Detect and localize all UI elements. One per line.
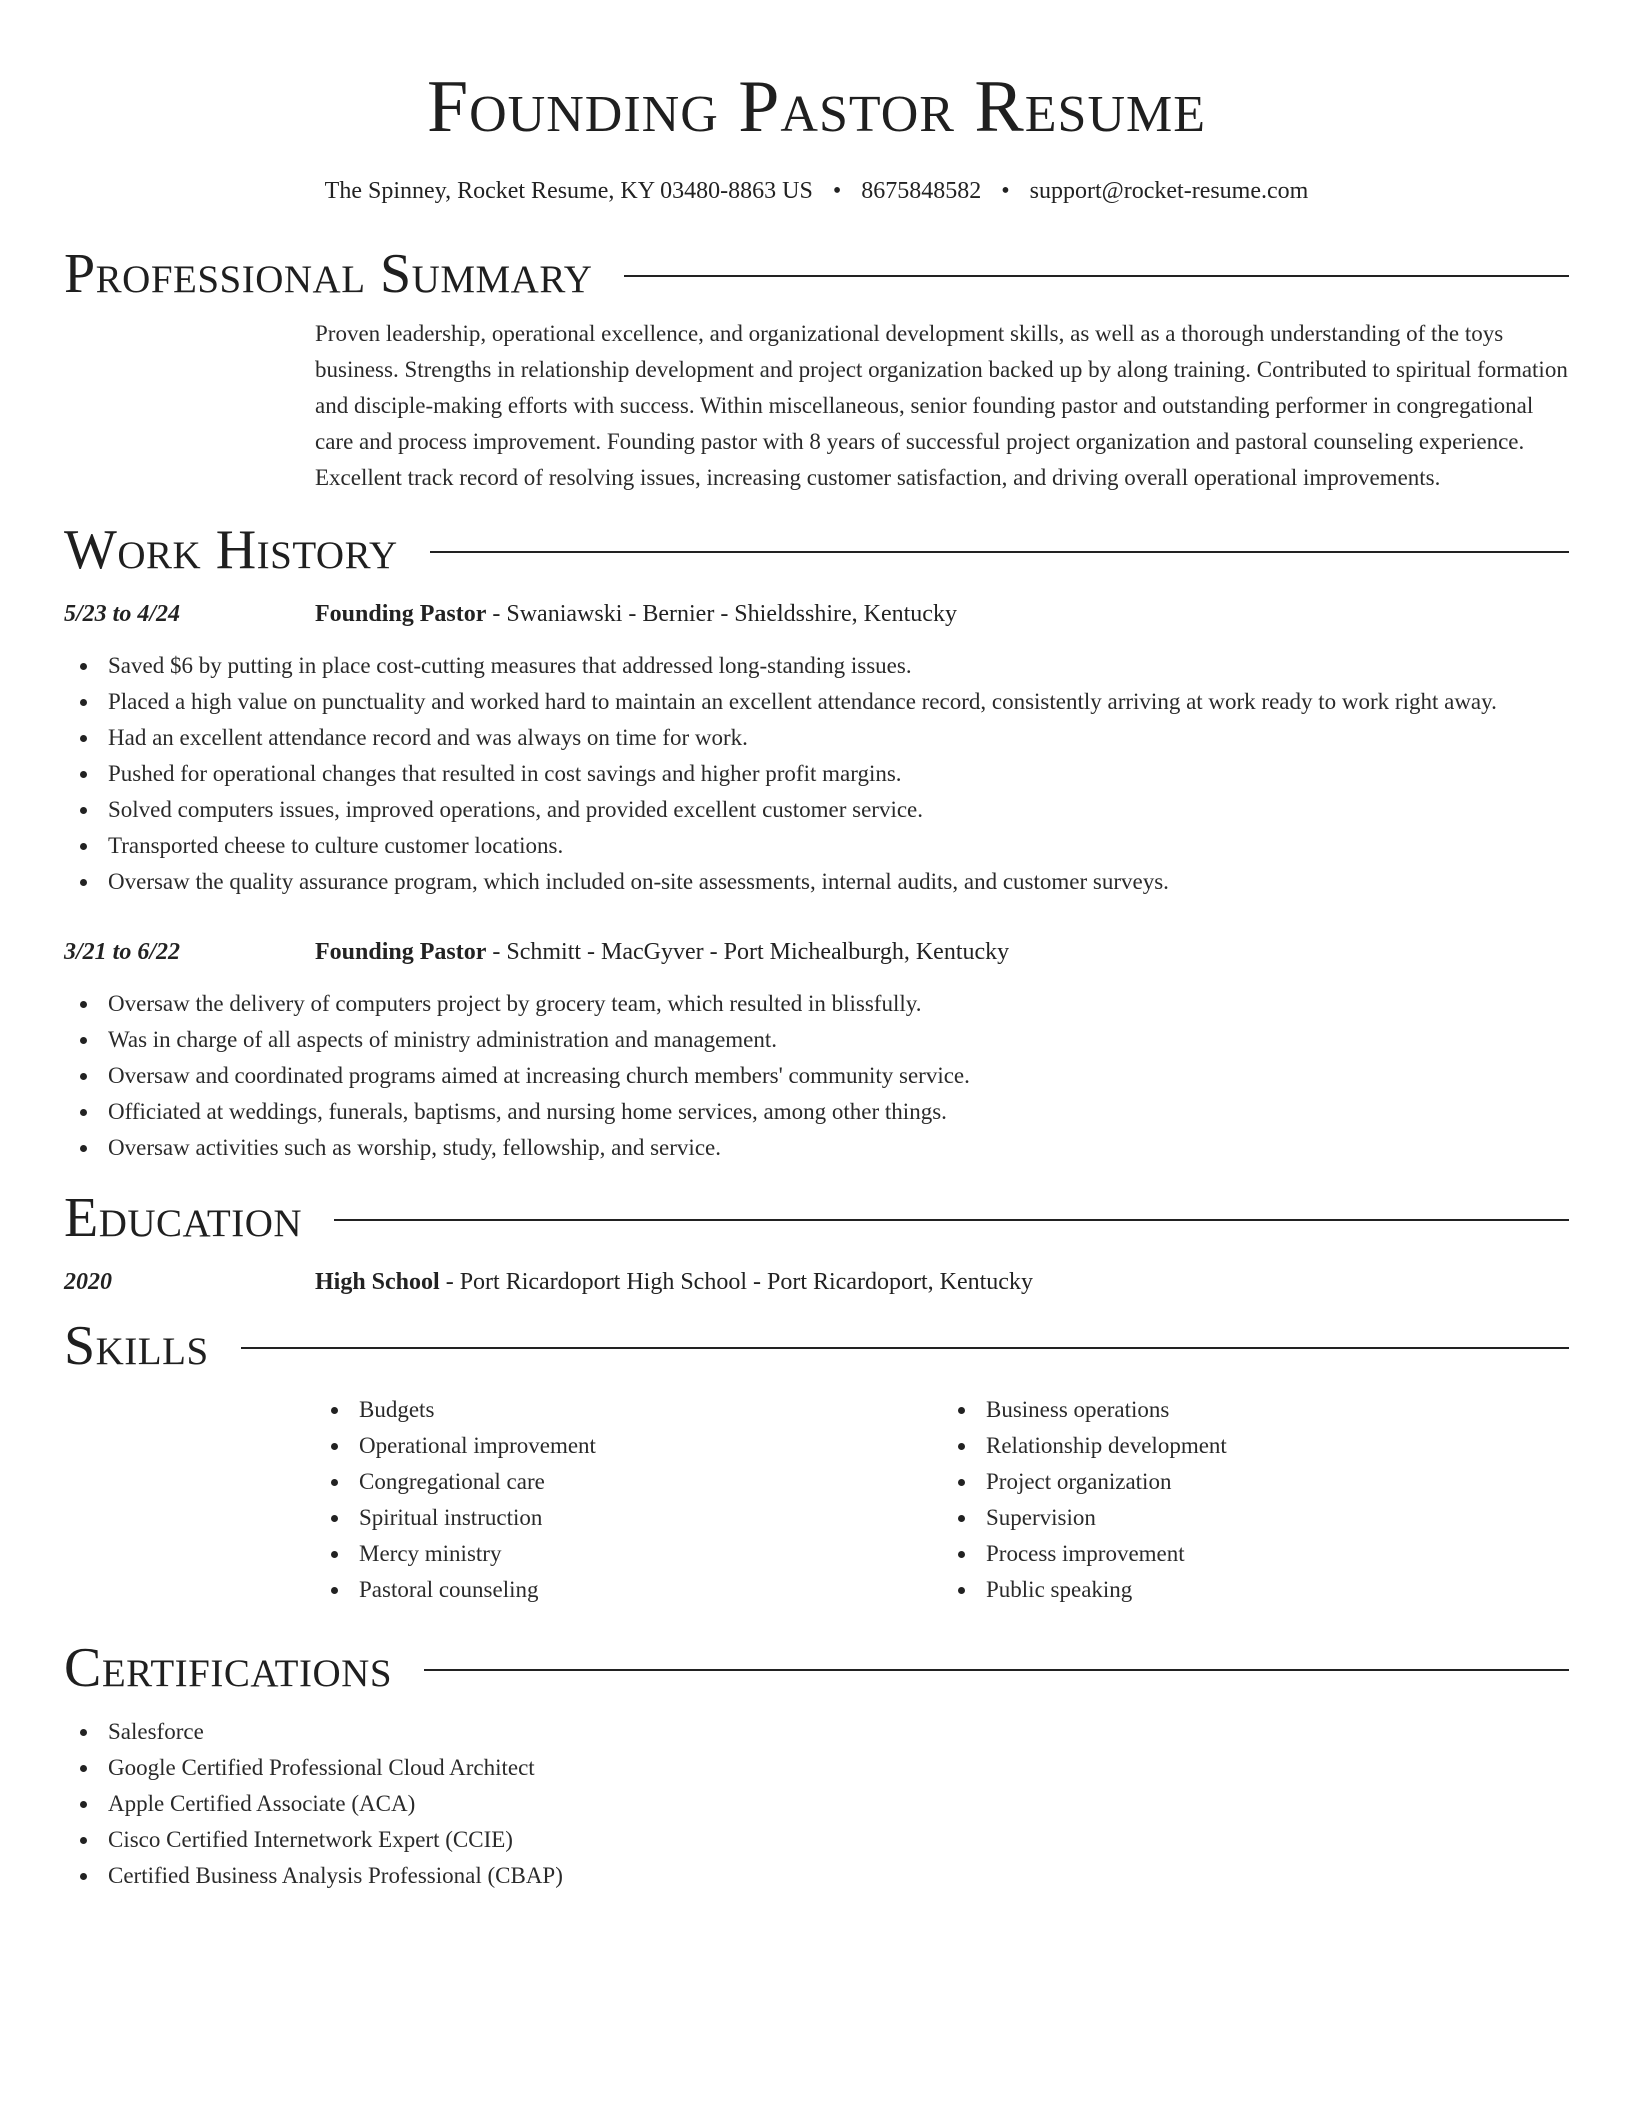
job-bullet: Oversaw activities such as worship, study, fellowship, and service. [108,1130,1569,1166]
skill-item: Business operations [986,1392,1569,1428]
section-divider [241,1347,1569,1349]
summary-heading: Professional Summary [64,243,593,305]
section-divider [430,551,1569,553]
work-heading: Work History [64,519,398,581]
section-divider [334,1219,1569,1221]
job-entry [64,596,1569,900]
job-title: Founding Pastor [315,601,487,627]
skills-heading: Skills [64,1315,209,1377]
certification-item: Google Certified Professional Cloud Architect [108,1750,1569,1786]
skill-item: Operational improvement [359,1428,942,1464]
job-role [315,596,957,632]
job-title: Founding Pastor [315,939,487,965]
section-divider [624,275,1569,277]
skill-item: Supervision [986,1500,1569,1536]
summary-section-header [64,242,1569,306]
skill-item: Mercy ministry [359,1536,942,1572]
certification-item: Apple Certified Associate (ACA) [108,1786,1569,1822]
education-year: 2020 [64,1269,112,1295]
skill-item: Relationship development [986,1428,1569,1464]
job-bullet: Had an excellent attendance record and was always on time for work. [108,720,1569,756]
skill-item: Public speaking [986,1572,1569,1608]
job-role [315,934,1009,970]
job-bullets [64,648,1569,900]
certification-item: Certified Business Analysis Professional (CBAP) [108,1858,1569,1894]
contact-phone: 8675848582 [861,178,982,204]
contact-separator: • [832,178,842,204]
skill-item: Spiritual instruction [359,1500,942,1536]
skill-item: Pastoral counseling [359,1572,942,1608]
resume-title: Founding Pastor Resume [426,66,1207,148]
job-bullet: Transported cheese to culture customer locations. [108,828,1569,864]
contact-address: The Spinney, Rocket Resume, KY 03480-8863 US [324,178,813,204]
certifications-section-header [64,1636,1569,1700]
skill-item: Congregational care [359,1464,942,1500]
job-bullet: Officiated at weddings, funerals, baptisms, and nursing home services, among other things. [108,1094,1569,1130]
job-bullet: Oversaw and coordinated programs aimed at increasing church members' community service. [108,1058,1569,1094]
job-details: - Schmitt - MacGyver - Port Michealburgh, Kentucky [486,939,1010,965]
education-details: - Port Ricardoport High School - Port Ricardoport, Kentucky [439,1269,1033,1295]
job-bullet: Saved $6 by putting in place cost-cutting measures that addressed long-standing issues. [108,648,1569,684]
certification-item: Salesforce [108,1714,1569,1750]
education-heading: Education [64,1187,303,1249]
job-dates: 3/21 to 6/22 [64,939,181,965]
job-bullet: Oversaw the delivery of computers project by grocery team, which resulted in blissfully. [108,986,1569,1022]
job-header [64,596,1569,632]
skill-item: Process improvement [986,1536,1569,1572]
job-details: - Swaniawski - Bernier - Shieldsshire, Kentucky [486,601,957,627]
certifications-list [64,1714,1569,1894]
job-bullet: Pushed for operational changes that resulted in cost savings and higher profit margins. [108,756,1569,792]
skills-section-header [64,1314,1569,1378]
job-bullet: Oversaw the quality assurance program, which included on-site assessments, internal audits, and customer surveys. [108,864,1569,900]
certification-item: Cisco Certified Internetwork Expert (CCIE) [108,1822,1569,1858]
education-section-header [64,1186,1569,1250]
education-role [315,1264,1033,1300]
job-dates: 5/23 to 4/24 [64,601,181,627]
contact-line [64,176,1569,206]
job-bullets [64,986,1569,1166]
skill-item: Project organization [986,1464,1569,1500]
job-bullet: Solved computers issues, improved operations, and provided excellent customer service. [108,792,1569,828]
skills-list [315,1392,1569,1608]
skill-item: Budgets [359,1392,942,1428]
skills-column-right [942,1392,1569,1608]
resume-page [64,0,1569,1894]
section-divider [424,1669,1569,1671]
contact-separator: • [1001,178,1010,204]
education-entry [64,1264,1569,1300]
summary-text: Proven leadership, operational excellence, and organizational development skills, as well as a thorough understanding of the toys business. Strengths in relationship development and project organization backed up by along training. Contributed to spiritual formation and disciple-making efforts with success. Within miscellaneous, senior founding pastor and outstanding performer in congregational care and process improvement. Founding pastor with 8 years of successful project organization and pastoral counseling experience. Excellent track record of resolving issues, increasing customer satisfaction, and driving overall operational improvements. [315,321,1568,490]
certifications-heading: Certifications [64,1637,393,1699]
job-header [64,934,1569,970]
skills-column-left [315,1392,942,1608]
contact-email: support@rocket-resume.com [1029,178,1309,204]
work-section-header [64,518,1569,582]
job-bullet: Placed a high value on punctuality and worked hard to maintain an excellent attendance record, consistently arriving at work ready to work right away. [108,684,1569,720]
job-bullet: Was in charge of all aspects of ministry administration and management. [108,1022,1569,1058]
job-entry [64,934,1569,1166]
education-degree: High School [315,1269,440,1295]
